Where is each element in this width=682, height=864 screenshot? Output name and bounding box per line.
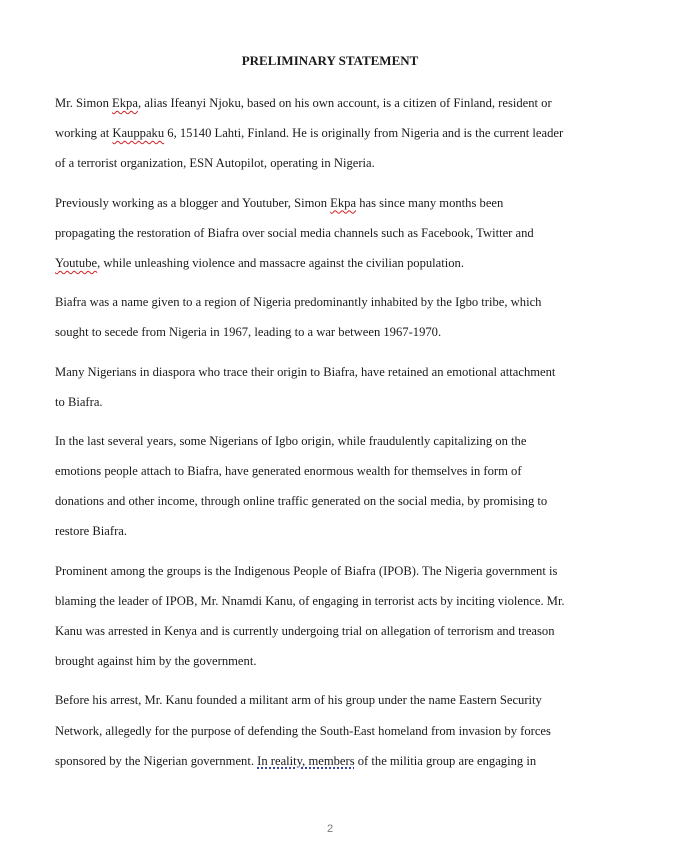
document-body[interactable] (55, 88, 615, 785)
text-line: of a terrorist organization, ESN Autopilot, operating in Nigeria. (55, 156, 375, 171)
text-line: Prominent among the groups is the Indigenous People of Biafra (IPOB). The Nigeria government is (55, 563, 558, 578)
text-line: to Biafra. (55, 394, 103, 409)
text-line: In the last several years, some Nigerians of Igbo origin, while fraudulently capitalizing on the (55, 433, 527, 448)
paragraph (55, 556, 615, 677)
text-line: sought to secede from Nigeria in 1967, leading to a war between 1967-1970. (55, 325, 442, 340)
text-line: Previously working as a blogger and Youtuber, Simon Ekpa has since many months been (55, 195, 504, 210)
page-number: 2 (326, 823, 334, 835)
text-line: working at Kauppaku 6, 15140 Lahti, Finland. He is originally from Nigeria and is the current leader (55, 126, 564, 141)
paragraph (55, 287, 615, 347)
paragraph (55, 88, 615, 179)
document-title: PRELIMINARY STATEMENT (241, 53, 419, 68)
spelling-error-mark[interactable]: Ekpa (112, 96, 138, 110)
spelling-error-mark[interactable]: Kauppaku (112, 126, 165, 141)
text-line: blaming the leader of IPOB, Mr. Nnamdi Kanu, of engaging in terrorist acts by inciting violence. Mr. (55, 593, 565, 608)
text-line: Many Nigerians in diaspora who trace their origin to Biafra, have retained an emotional attachment (55, 364, 556, 379)
text-line: propagating the restoration of Biafra over social media channels such as Facebook, Twitter and (55, 225, 534, 240)
grammar-suggestion-mark[interactable]: In reality, members (257, 753, 355, 768)
text-line: restore Biafra. (55, 524, 128, 539)
text-line: Kanu was arrested in Kenya and is currently undergoing trial on allegation of terrorism and treason (55, 624, 555, 638)
text-line: Biafra was a name given to a region of Nigeria predominantly inhabited by the Igbo tribe, which (55, 295, 542, 310)
text-line: sponsored by the Nigerian government. In reality, members of the militia group are engaging in (55, 753, 537, 768)
spelling-error-mark[interactable]: Youtube (55, 255, 98, 270)
paragraph (55, 357, 615, 417)
text-line: Mr. Simon Ekpa, alias Ifeanyi Njoku, based on his own account, is a citizen of Finland, resident or (55, 96, 552, 110)
text-line: Network, allegedly for the purpose of defending the South-East homeland from invasion by forces (55, 723, 551, 738)
spelling-error-mark[interactable]: Ekpa (330, 195, 357, 210)
text-line: emotions people attach to Biafra, have generated enormous wealth for themselves in form of (55, 464, 522, 479)
paragraph (55, 685, 615, 776)
text-line: Before his arrest, Mr. Kanu founded a militant arm of his group under the name Eastern Security (55, 693, 542, 708)
paragraph (55, 188, 615, 279)
text-line: Youtube, while unleashing violence and massacre against the civilian population. (55, 255, 464, 270)
text-line: brought against him by the government. (55, 654, 257, 669)
text-line: donations and other income, through online traffic generated on the social media, by promising to (55, 494, 548, 509)
paragraph (55, 426, 615, 547)
